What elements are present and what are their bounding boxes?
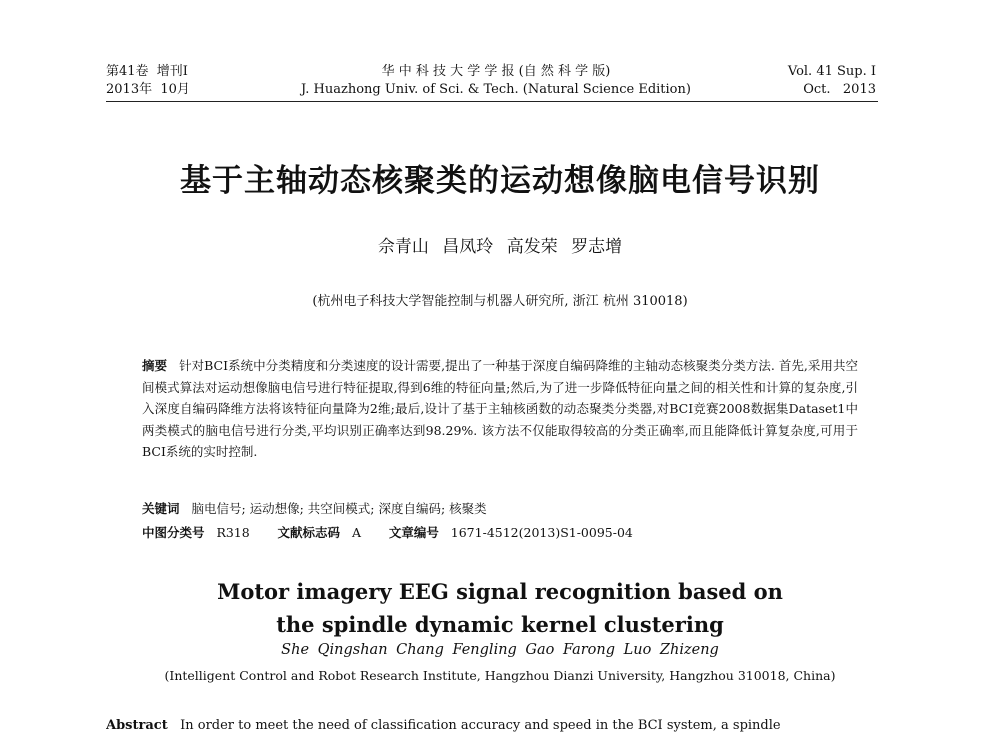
doccode-label: 文献标志码: [277, 525, 341, 540]
paper-title-en: [0, 575, 1000, 641]
volume-issue: 第41卷 增刊Ⅰ: [106, 64, 188, 79]
year-month: 2013年 10月: [106, 82, 190, 97]
authors-en: She Qingshan Chang Fengling Gao Farong Luo Zhizeng: [281, 642, 719, 658]
date-en: Oct. 2013: [803, 82, 876, 97]
keywords-label: 关键词: [142, 501, 180, 516]
journal-volume-info: [106, 63, 190, 99]
abstract-text-en: In order to meet the need of classification accuracy and speed in the BCI system, a spindle: [180, 718, 781, 733]
header-divider: [106, 101, 878, 102]
abstract-label-cn: 摘要: [142, 358, 168, 373]
keywords-text: 脑电信号; 运动想像; 共空间模式; 深度自编码; 核聚类: [191, 501, 487, 516]
abstract-cn: [142, 355, 858, 463]
article-no-value: 1671-4512(2013)S1-0095-04: [450, 525, 633, 540]
article-no-label: 文章编号: [388, 525, 439, 540]
journal-name-en: J. Huazhong Univ. of Sci. & Tech. (Natural Science Edition): [301, 82, 691, 97]
journal-volume-info-en: [788, 63, 876, 99]
paper-title-cn: 基于主轴动态核聚类的运动想像脑电信号识别: [180, 163, 820, 199]
keywords-line: [142, 499, 858, 519]
doccode-value: A: [351, 525, 362, 540]
title-en-line1: Motor imagery EEG signal recognition based on: [217, 579, 783, 604]
affiliation-cn: (杭州电子科技大学智能控制与机器人研究所, 浙江 杭州 310018): [312, 294, 688, 309]
abstract-en: [106, 716, 886, 736]
abstract-text-cn: 针对BCI系统中分类精度和分类速度的设计需要,提出了一种基于深度自编码降维的主轴动态核聚类分类方法. 首先,采用共空间模式算法对运动想像脑电信号进行特征提取,得到6维的特征向量;然后,为了进一步降低特征向量之间的相关性和计算的复杂度,引入深度自编码降维方法将该特征向量降为2维;最后,设计了基于主轴核函数的动态聚类分类器,对BCI竞赛2008数据集Dataset1中两类模式的脑电信号进行分类,平均识别正确率达到98.29%. 该方法不仅能取得较高的分类正确率,而且能降低计算复杂度,可用于BCI系统的实时控制.: [142, 358, 858, 459]
clc-value: R318: [216, 525, 250, 540]
clc-label: 中图分类号: [142, 525, 205, 540]
affiliation-en: (Intelligent Control and Robot Research Institute, Hangzhou Dianzi University, Hangzhou 310018, China): [164, 668, 836, 683]
journal-name: [286, 63, 706, 99]
journal-name-cn: 华 中 科 技 大 学 学 报 (自 然 科 学 版): [381, 64, 611, 79]
abstract-label-en: Abstract: [106, 718, 168, 733]
authors-cn: 佘青山 昌凤玲 高发荣 罗志增: [377, 237, 623, 257]
title-en-line2: the spindle dynamic kernel clustering: [276, 612, 724, 637]
classification-line: [142, 523, 858, 543]
volume-en: Vol. 41 Sup. Ⅰ: [787, 64, 876, 79]
